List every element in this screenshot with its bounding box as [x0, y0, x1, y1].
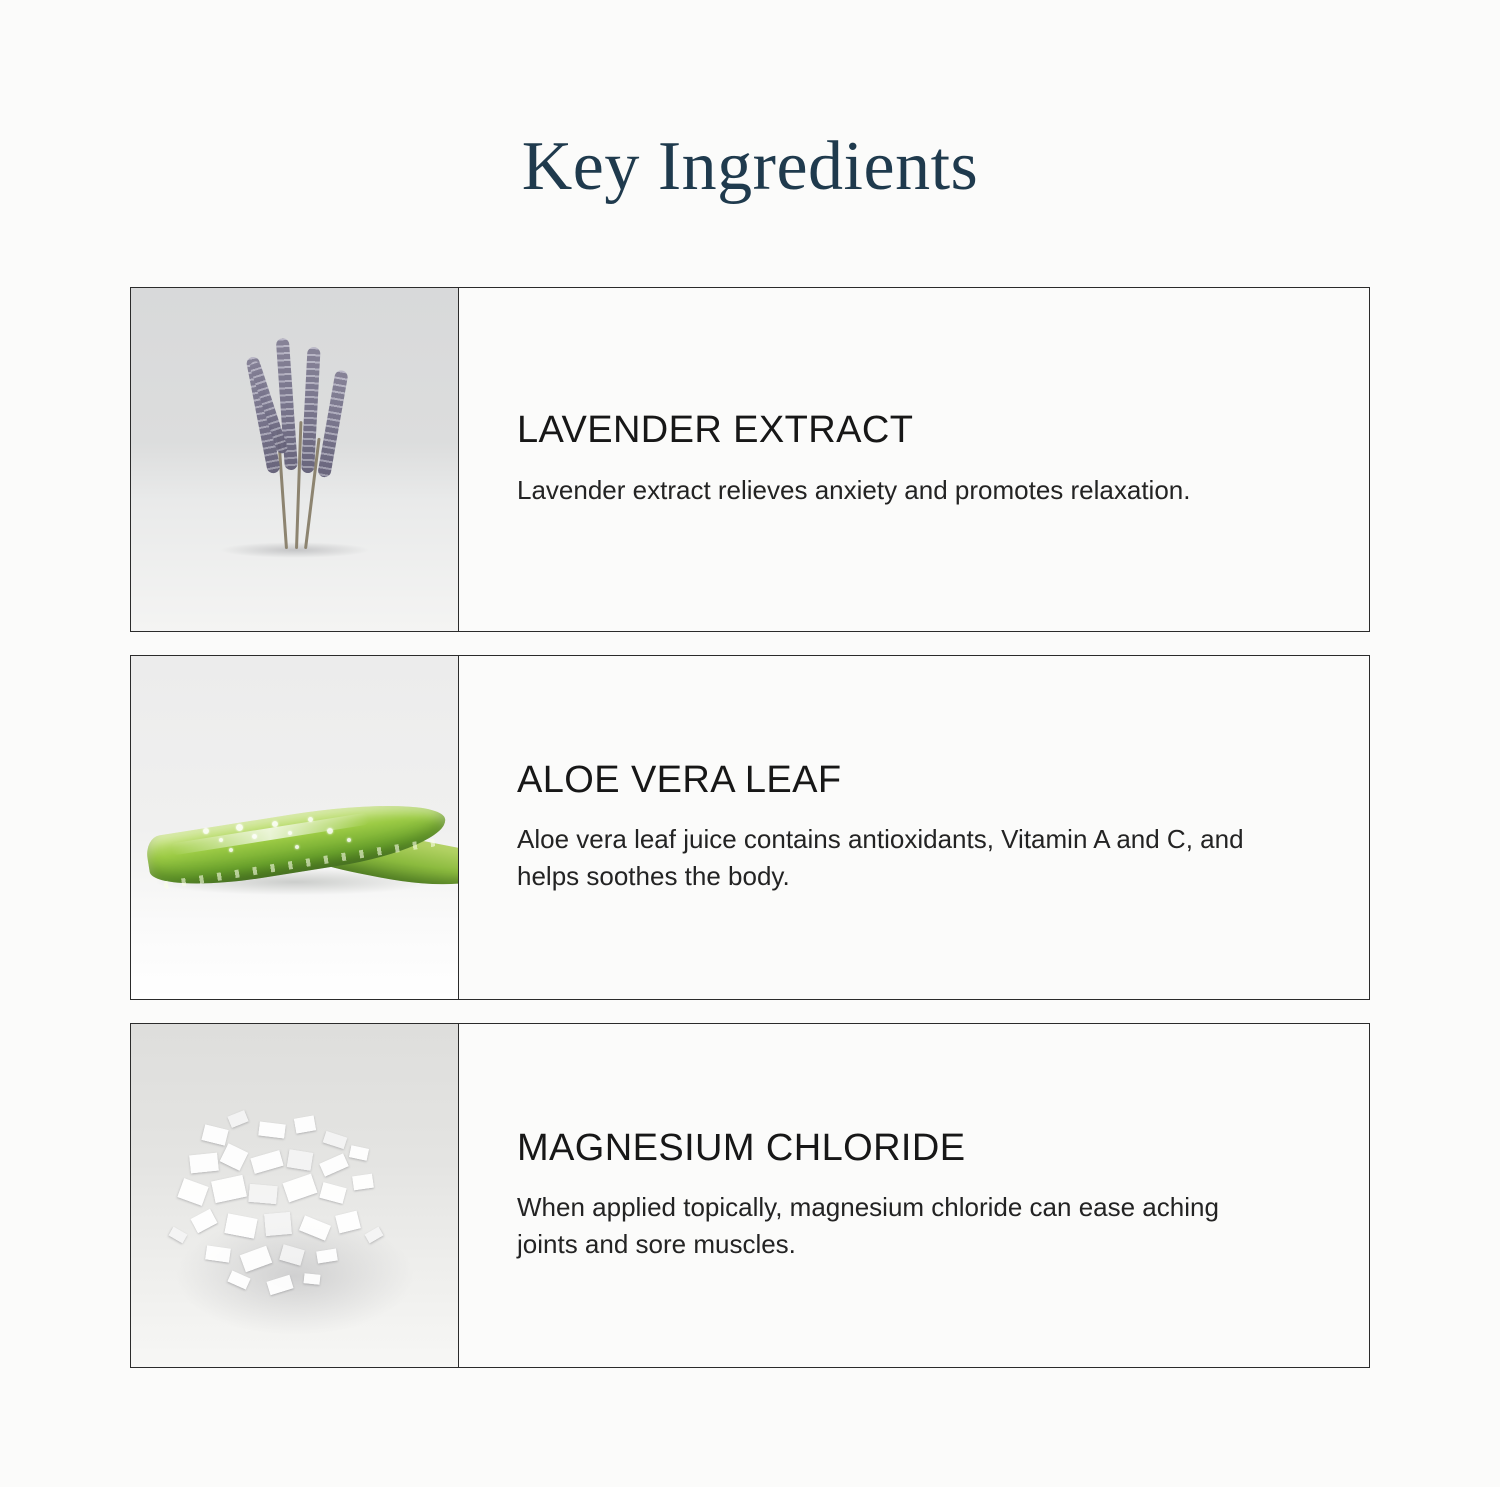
ingredient-list [0, 287, 1500, 1368]
ingredient-description: When applied topically, magnesium chloride can ease aching joints and sore muscles. [517, 1192, 1219, 1260]
lavender-flower-spike [317, 369, 349, 478]
ingredient-heading: MAGNESIUM CHLORIDE [517, 1126, 966, 1169]
aloe-vera-leaf-photo [131, 656, 459, 999]
ingredient-description: Lavender extract relieves anxiety and promotes relaxation. [517, 474, 1191, 505]
ingredient-text [459, 656, 1369, 999]
ingredient-text [459, 288, 1369, 631]
ingredient-description: Aloe vera leaf juice contains antioxidants, Vitamin A and C, and helps soothes the body. [517, 824, 1244, 892]
magnesium-chloride-flakes-photo [131, 1024, 459, 1367]
ingredient-card [130, 287, 1370, 632]
ingredient-card [130, 655, 1370, 1000]
ingredient-card [130, 1023, 1370, 1368]
ingredient-text [459, 1024, 1369, 1367]
lavender-sprigs-photo [131, 288, 459, 631]
aloe-water-droplets [131, 656, 458, 999]
page-title: Key Ingredients [521, 128, 979, 205]
ingredient-heading: LAVENDER EXTRACT [517, 409, 914, 452]
ingredient-heading: ALOE VERA LEAF [517, 758, 842, 801]
